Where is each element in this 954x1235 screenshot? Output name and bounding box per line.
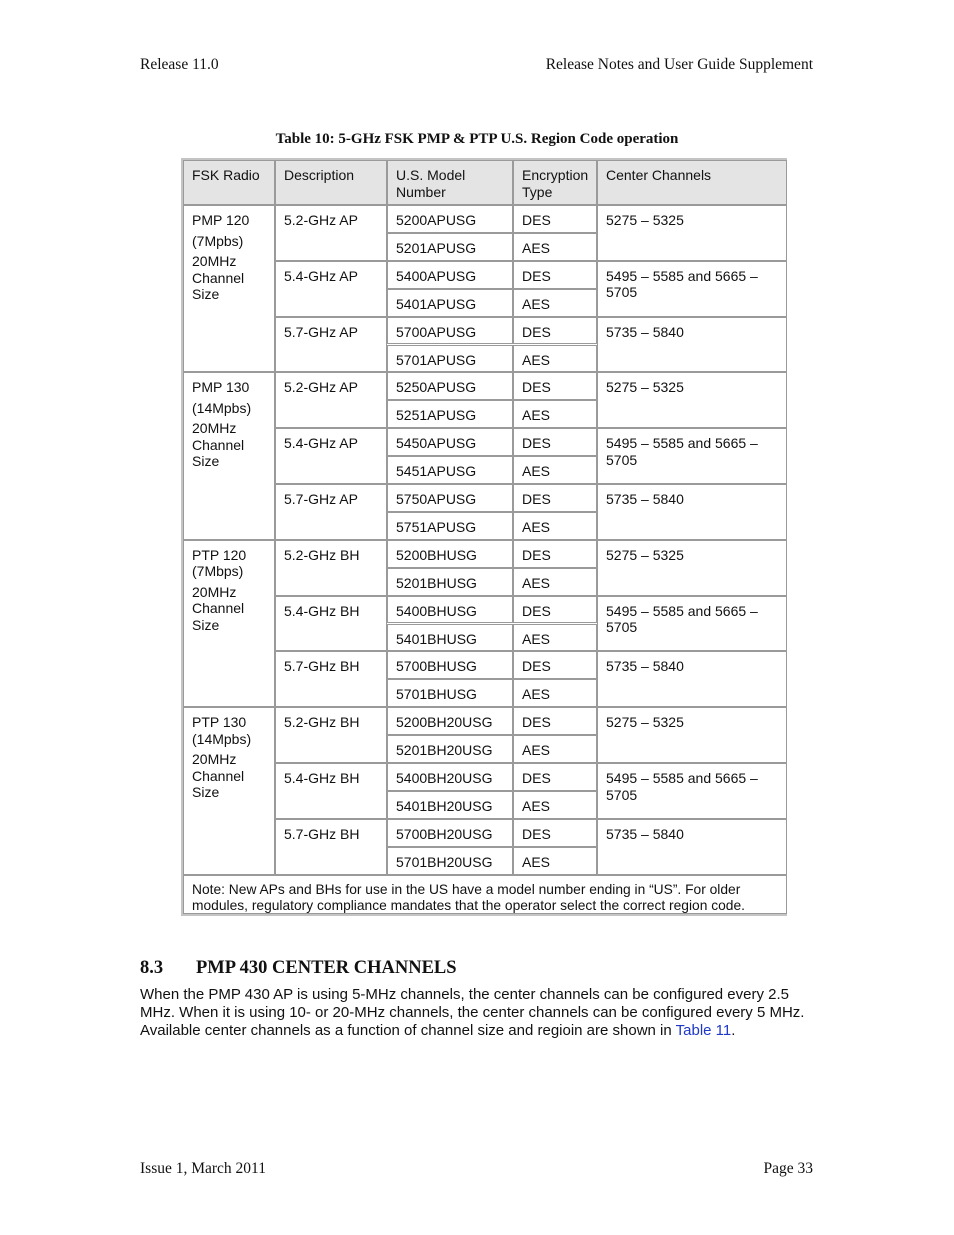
table-11-link[interactable]: Table 11	[675, 1022, 732, 1039]
model-number-cell: 5251APUSG	[387, 400, 513, 428]
column-header: Encryption Type	[513, 160, 597, 205]
encryption-cell: DES	[513, 707, 597, 735]
encryption-cell: AES	[513, 400, 597, 428]
model-number-cell: 5400BHUSG	[387, 596, 513, 624]
encryption-cell: AES	[513, 233, 597, 261]
model-number-cell: 5200BHUSG	[387, 540, 513, 568]
center-channels-cell: 5735 – 5840	[597, 819, 787, 875]
radio-label: 20MHz Channel Size	[192, 420, 245, 470]
radio-label: 20MHz Channel Size	[192, 751, 245, 801]
model-number-cell: 5751APUSG	[387, 512, 513, 540]
page-header-left: Release 11.0	[140, 56, 219, 73]
encryption-cell: AES	[513, 847, 597, 875]
section-body-text: When the PMP 430 AP is using 5-MHz channels, the center channels can be configured every 2.5 MHz. When it is using 10- or 20-MHz channels, the center channels can be configured every 5 MHz. Available center channels as a function of channel size and regioin are shown in	[140, 986, 805, 1039]
radio-label: PTP 120 (7Mbps)	[192, 546, 247, 580]
encryption-cell: AES	[513, 345, 597, 373]
radio-label: (7Mpbs)	[192, 232, 244, 249]
page-header-right: Release Notes and User Guide Supplement	[545, 56, 813, 73]
model-number-cell: 5401APUSG	[387, 289, 513, 317]
description-cell: 5.2-GHz BH	[275, 540, 387, 596]
center-channels-cell: 5735 – 5840	[597, 651, 787, 707]
center-channels-cell: 5735 – 5840	[597, 484, 787, 540]
section-heading	[140, 958, 457, 979]
description-cell: 5.7-GHz BH	[275, 651, 387, 707]
model-number-cell: 5451APUSG	[387, 456, 513, 484]
column-header: FSK Radio	[183, 160, 275, 205]
table-caption: Table 10: 5-GHz FSK PMP & PTP U.S. Region Code operation	[275, 131, 679, 147]
center-channels-cell: 5275 – 5325	[597, 707, 787, 763]
model-number-cell: 5201APUSG	[387, 233, 513, 261]
model-number-cell: 5700BH20USG	[387, 819, 513, 847]
page-footer-right: Page 33	[763, 1160, 813, 1177]
column-header: U.S. Model Number	[387, 160, 513, 205]
region-code-table	[181, 158, 787, 916]
model-number-cell: 5700APUSG	[387, 317, 513, 345]
encryption-cell: AES	[513, 512, 597, 540]
encryption-cell: AES	[513, 568, 597, 596]
description-cell: 5.4-GHz BH	[275, 596, 387, 652]
encryption-cell: DES	[513, 317, 597, 345]
model-number-cell: 5701BHUSG	[387, 679, 513, 707]
model-number-cell: 5401BHUSG	[387, 624, 513, 652]
center-channels-cell: 5495 – 5585 and 5665 – 5705	[597, 596, 787, 652]
radio-cell	[183, 372, 275, 539]
model-number-cell: 5400BH20USG	[387, 763, 513, 791]
description-cell: 5.4-GHz BH	[275, 763, 387, 819]
section-body-end: .	[731, 1022, 736, 1039]
center-channels-cell: 5735 – 5840	[597, 317, 787, 373]
page-footer-left: Issue 1, March 2011	[140, 1160, 266, 1177]
encryption-cell: AES	[513, 735, 597, 763]
table-note: Note: New APs and BHs for use in the US have a model number ending in “US”. For older modules, regulatory compliance mandates that the operator select the correct region code.	[183, 875, 787, 914]
description-cell: 5.2-GHz AP	[275, 372, 387, 428]
radio-label: (14Mpbs)	[192, 399, 252, 416]
center-channels-cell: 5275 – 5325	[597, 540, 787, 596]
model-number-cell: 5750APUSG	[387, 484, 513, 512]
column-header: Description	[275, 160, 387, 205]
model-number-cell: 5701APUSG	[387, 345, 513, 373]
model-number-cell: 5400APUSG	[387, 261, 513, 289]
encryption-cell: DES	[513, 372, 597, 400]
encryption-cell: DES	[513, 819, 597, 847]
encryption-cell: DES	[513, 651, 597, 679]
model-number-cell: 5701BH20USG	[387, 847, 513, 875]
description-cell: 5.4-GHz AP	[275, 428, 387, 484]
encryption-cell: AES	[513, 456, 597, 484]
model-number-cell: 5201BHUSG	[387, 568, 513, 596]
encryption-cell: DES	[513, 428, 597, 456]
column-header: Center Channels	[597, 160, 787, 205]
model-number-cell: 5200APUSG	[387, 205, 513, 233]
encryption-cell: DES	[513, 540, 597, 568]
model-number-cell: 5200BH20USG	[387, 707, 513, 735]
encryption-cell: AES	[513, 679, 597, 707]
description-cell: 5.7-GHz AP	[275, 484, 387, 540]
center-channels-cell: 5275 – 5325	[597, 372, 787, 428]
radio-label: 20MHz Channel Size	[192, 253, 245, 302]
radio-cell	[183, 540, 275, 707]
radio-cell	[183, 707, 275, 874]
model-number-cell: 5700BHUSG	[387, 651, 513, 679]
radio-cell	[183, 205, 275, 372]
model-number-cell: 5401BH20USG	[387, 791, 513, 819]
description-cell: 5.4-GHz AP	[275, 261, 387, 317]
radio-label: PMP 130	[192, 379, 250, 396]
section-body	[140, 986, 810, 1040]
radio-label: PTP 130 (14Mpbs)	[192, 714, 252, 747]
encryption-cell: DES	[513, 596, 597, 624]
center-channels-cell: 5495 – 5585 and 5665 – 5705	[597, 428, 787, 484]
section-title: PMP 430 CENTER CHANNELS	[196, 958, 457, 978]
model-number-cell: 5201BH20USG	[387, 735, 513, 763]
model-number-cell: 5450APUSG	[387, 428, 513, 456]
encryption-cell: AES	[513, 289, 597, 317]
model-number-cell: 5250APUSG	[387, 372, 513, 400]
encryption-cell: DES	[513, 763, 597, 791]
encryption-cell: DES	[513, 261, 597, 289]
description-cell: 5.2-GHz BH	[275, 707, 387, 763]
description-cell: 5.7-GHz BH	[275, 819, 387, 875]
description-cell: 5.2-GHz AP	[275, 205, 387, 261]
center-channels-cell: 5275 – 5325	[597, 205, 787, 261]
encryption-cell: AES	[513, 624, 597, 652]
center-channels-cell: 5495 – 5585 and 5665 – 5705	[597, 261, 787, 317]
center-channels-cell: 5495 – 5585 and 5665 – 5705	[597, 763, 787, 819]
radio-label: PMP 120	[192, 212, 250, 228]
section-number: 8.3	[140, 958, 164, 978]
encryption-cell: DES	[513, 484, 597, 512]
radio-label: 20MHz Channel Size	[192, 583, 245, 633]
encryption-cell: AES	[513, 791, 597, 819]
description-cell: 5.7-GHz AP	[275, 317, 387, 373]
encryption-cell: DES	[513, 205, 597, 233]
